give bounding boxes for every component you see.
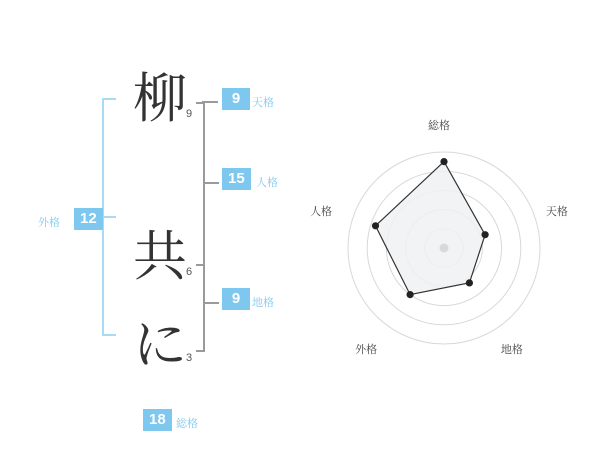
radar-svg <box>300 0 600 470</box>
tenkaku-label: 天格 <box>252 97 274 109</box>
chikaku-bracket-arm <box>205 302 219 304</box>
radar-axis-label-gaikaku: 外格 <box>355 344 378 357</box>
radar-vertex <box>407 291 414 298</box>
radar-vertex <box>440 158 447 165</box>
gaikaku-value-badge: 12 <box>74 208 103 230</box>
stroke-count-1: 9 <box>186 108 193 120</box>
radar-axis-label-chikaku: 地格 <box>500 344 523 357</box>
radar-vertex <box>372 222 379 229</box>
chikaku-value-badge: 9 <box>222 288 250 310</box>
radar-axis-label-tenkaku: 天格 <box>545 205 568 218</box>
chikaku-bracket-top <box>196 264 205 266</box>
gaikaku-bracket-arm <box>104 216 116 218</box>
stroke-count-2: 6 <box>186 266 193 278</box>
jinkaku-label: 人格 <box>256 177 278 189</box>
name-character-3: に <box>133 315 187 375</box>
radar-vertex <box>482 231 489 238</box>
jinkaku-bracket-arm <box>205 182 219 184</box>
gaikaku-bracket-top <box>102 98 116 100</box>
soukaku-label: 総格 <box>176 418 198 430</box>
jinkaku-bracket-top <box>196 102 205 104</box>
soukaku-value-badge: 18 <box>143 409 172 431</box>
gaikaku-bracket-bottom <box>102 334 116 336</box>
name-character-1: 柳 <box>133 69 187 129</box>
chikaku-bracket-vertical <box>203 264 205 352</box>
stroke-count-3: 3 <box>186 352 193 364</box>
jinkaku-bracket-vertical <box>203 102 205 266</box>
radar-vertex <box>466 279 473 286</box>
tenkaku-value-badge: 9 <box>222 88 250 110</box>
radar-data-area <box>376 162 486 295</box>
chikaku-bracket-bottom <box>196 350 205 352</box>
radar-axis-label-soukaku: 総格 <box>428 120 450 132</box>
name-character-2: 共 <box>133 227 187 287</box>
radar-axis-label-jinkaku: 人格 <box>310 205 333 218</box>
radar-center-dot <box>440 244 449 253</box>
jinkaku-value-badge: 15 <box>222 168 251 190</box>
chikaku-label: 地格 <box>252 297 274 309</box>
gaikaku-label: 外格 <box>38 217 60 229</box>
kakusu-radar-chart <box>300 0 600 470</box>
